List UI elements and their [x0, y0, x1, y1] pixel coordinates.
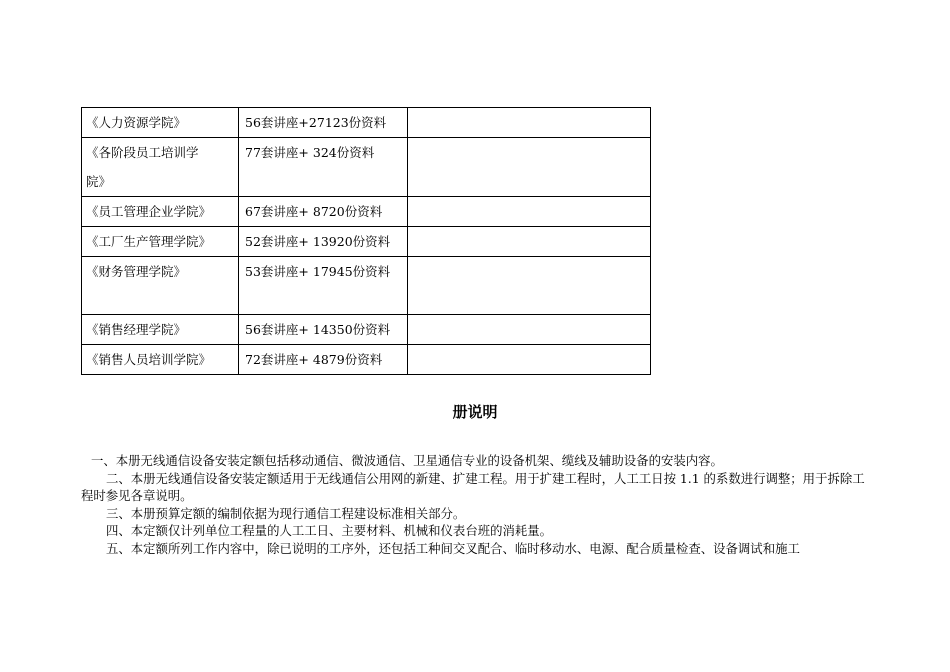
course-count: 72套讲座+ 4879份资料	[239, 345, 408, 375]
paragraph: 三、本册预算定额的编制依据为现行通信工程建设标准相关部分。	[106, 505, 466, 521]
course-count: 56套讲座+27123份资料	[239, 108, 408, 138]
course-count: 56套讲座+ 14350份资料	[239, 315, 408, 345]
paragraph: 二、本册无线通信设备安装定额适用于无线通信公用网的新建、扩建工程。用于扩建工程时，人工工日按 1.1 的系数进行调整；用于拆除工程时参见各章说明。	[81, 470, 865, 503]
course-name: 《财务管理学院》	[82, 257, 239, 315]
table-row	[82, 197, 651, 227]
course-note	[408, 257, 651, 315]
course-count: 67套讲座+ 8720份资料	[239, 197, 408, 227]
course-note	[408, 197, 651, 227]
course-name: 《人力资源学院》	[82, 108, 239, 138]
course-name: 《销售经理学院》	[82, 315, 239, 345]
course-name-text: 《各阶段员工培训学院》	[86, 145, 199, 189]
table-row	[82, 108, 651, 138]
course-note	[408, 227, 651, 257]
table-row	[82, 227, 651, 257]
course-count-text: 53套讲座+ 17945份资料	[245, 264, 391, 279]
section-body	[81, 452, 871, 557]
course-note	[408, 138, 651, 197]
paragraph: 一、本册无线通信设备安装定额包括移动通信、微波通信、卫星通信专业的设备机架、缆线及辅助设备的安装内容。	[91, 453, 723, 468]
resource-table	[81, 107, 651, 375]
course-name: 《销售人员培训学院》	[82, 345, 239, 375]
paragraph: 五、本定额所列工作内容中，除已说明的工序外，还包括工种间交叉配合、临时移动水、电源、配合质量检查、设备调试和施工	[106, 540, 800, 556]
course-note	[408, 108, 651, 138]
table-row	[82, 138, 651, 197]
course-count: 52套讲座+ 13920份资料	[239, 227, 408, 257]
table-row	[82, 315, 651, 345]
table-row	[82, 257, 651, 315]
course-name: 《员工管理企业学院》	[82, 197, 239, 227]
course-note	[408, 315, 651, 345]
course-name	[82, 138, 239, 197]
course-count: 77套讲座+ 324份资料	[239, 138, 408, 197]
section-title: 册说明	[452, 403, 498, 421]
course-count	[239, 257, 408, 315]
table-row	[82, 345, 651, 375]
paragraph: 四、本定额仅计列单位工程量的人工工日、主要材料、机械和仪表台班的消耗量。	[106, 523, 553, 538]
course-name: 《工厂生产管理学院》	[82, 227, 239, 257]
course-note	[408, 345, 651, 375]
